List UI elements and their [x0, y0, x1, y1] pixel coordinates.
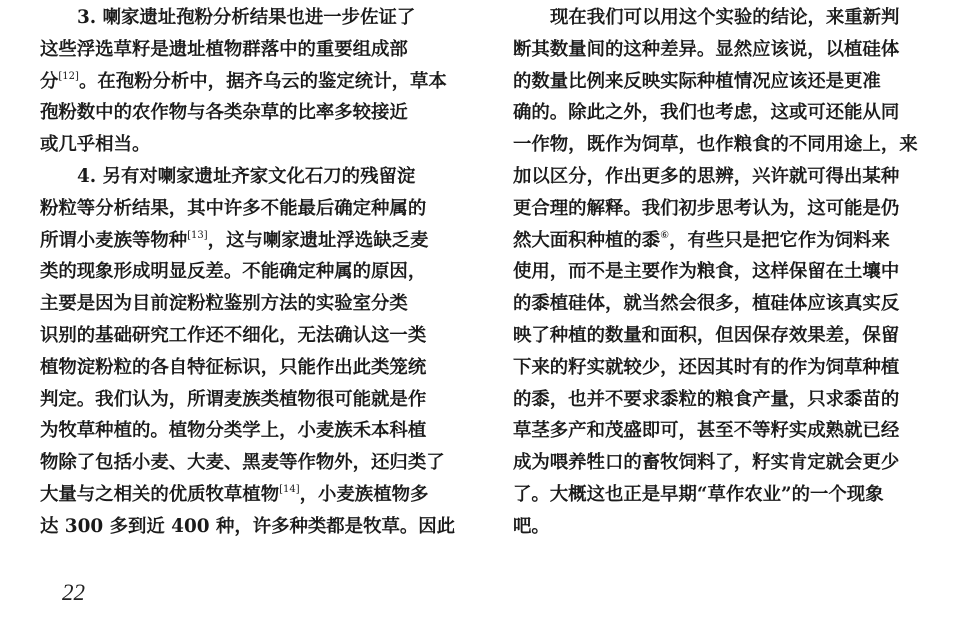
- text-line: 孢粉数中的农作物与各类杂草的比率多较接近: [40, 102, 408, 124]
- text-line: 了。大概这也正是早期“草作农业”的一个现象: [513, 483, 884, 505]
- text-line: 植物淀粉粒的各自特征标识，只能作出此类笼统: [40, 356, 427, 378]
- text-line: 3. 喇家遗址孢粉分析结果也进一步佐证了: [77, 7, 416, 28]
- text-segment: 然大面积种植的黍: [513, 229, 661, 251]
- text-line: 映了种植的数量和面积，但因保存效果差，保留: [513, 324, 900, 346]
- citation-superscript: [12]: [58, 70, 79, 82]
- text-line: 类的现象形成明显反差。不能确定种属的原因，: [40, 261, 427, 283]
- citation-superscript: [14]: [279, 483, 300, 495]
- text-segment: 大量与之相关的优质牧草植物: [40, 483, 280, 505]
- text-line: 物除了包括小麦、大麦、黑麦等作物外，还归类了: [40, 452, 445, 474]
- text-line: 的黍，也并不要求黍粒的粮食产量，只求黍苗的: [513, 388, 900, 410]
- text-line: 使用，而不是主要作为粮食，这样保留在土壤中: [513, 261, 900, 283]
- text-line: 确的。除此之外，我们也考虑，这或可还能从同: [513, 102, 900, 124]
- text-segment: 分: [40, 70, 59, 92]
- footnote-superscript: ⑥: [660, 229, 670, 241]
- text-segment: ，小麦族植物多: [299, 483, 429, 505]
- right-column: [513, 2, 945, 543]
- text-line: 识别的基础研究工作还不细化，无法确认这一类: [40, 324, 427, 346]
- text-line: 吧。: [513, 515, 550, 537]
- text-line: 更合理的解释。我们初步思考认为，这可能是仍: [513, 197, 900, 219]
- text-line: [40, 225, 472, 257]
- text-line: 加以区分，作出更多的思辨，兴许就可得出某种: [513, 165, 900, 187]
- text-line: 成为喂养牲口的畜牧饲料了，籽实肯定就会更少: [513, 452, 900, 474]
- text-line: 4. 另有对喇家遗址齐家文化石刀的残留淀: [77, 165, 416, 187]
- text-line: 一作物，既作为饲草，也作粮食的不同用途上，来: [513, 134, 918, 156]
- text-line: 这些浮选草籽是遗址植物群落中的重要组成部: [40, 38, 408, 60]
- text-line: 的黍植硅体，就当然会很多，植硅体应该真实反: [513, 293, 900, 315]
- page-number: 22: [62, 580, 85, 605]
- text-line: 或几乎相当。: [40, 134, 151, 156]
- text-line: [40, 66, 472, 98]
- text-line: 为牧草种植的。植物分类学上，小麦族禾本科植: [40, 420, 427, 442]
- left-column: [40, 2, 472, 543]
- text-line: 断其数量间的这种差异。显然应该说，以植硅体: [513, 38, 900, 60]
- text-line: 草茎多产和茂盛即可，甚至不等籽实成熟就已经: [513, 420, 900, 442]
- text-line: 主要是因为目前淀粉粒鉴别方法的实验室分类: [40, 293, 408, 315]
- text-segment: ，有些只是把它作为饲料来: [669, 229, 890, 251]
- citation-superscript: [13]: [187, 229, 208, 241]
- text-segment: 所谓小麦族等物种: [40, 229, 188, 251]
- text-line: 下来的籽实就较少，还因其时有的作为饲草种植: [513, 356, 900, 378]
- text-line: 现在我们可以用这个实验的结论，来重新判: [550, 7, 900, 28]
- text-line: 粉粒等分析结果，其中许多不能最后确定种属的: [40, 197, 427, 219]
- text-line: 判定。我们认为，所谓麦族类植物很可能就是作: [40, 388, 427, 410]
- text-line: [513, 225, 945, 257]
- text-line: [40, 479, 472, 511]
- text-segment: 。在孢粉分析中，据齐乌云的鉴定统计，草本: [78, 70, 447, 92]
- text-line: 达 300 多到近 400 种，许多种类都是牧草。因此: [40, 515, 456, 537]
- text-segment: ，这与喇家遗址浮选缺乏麦: [207, 229, 429, 251]
- text-line: 的数量比例来反映实际种植情况应该还是更准: [513, 70, 881, 92]
